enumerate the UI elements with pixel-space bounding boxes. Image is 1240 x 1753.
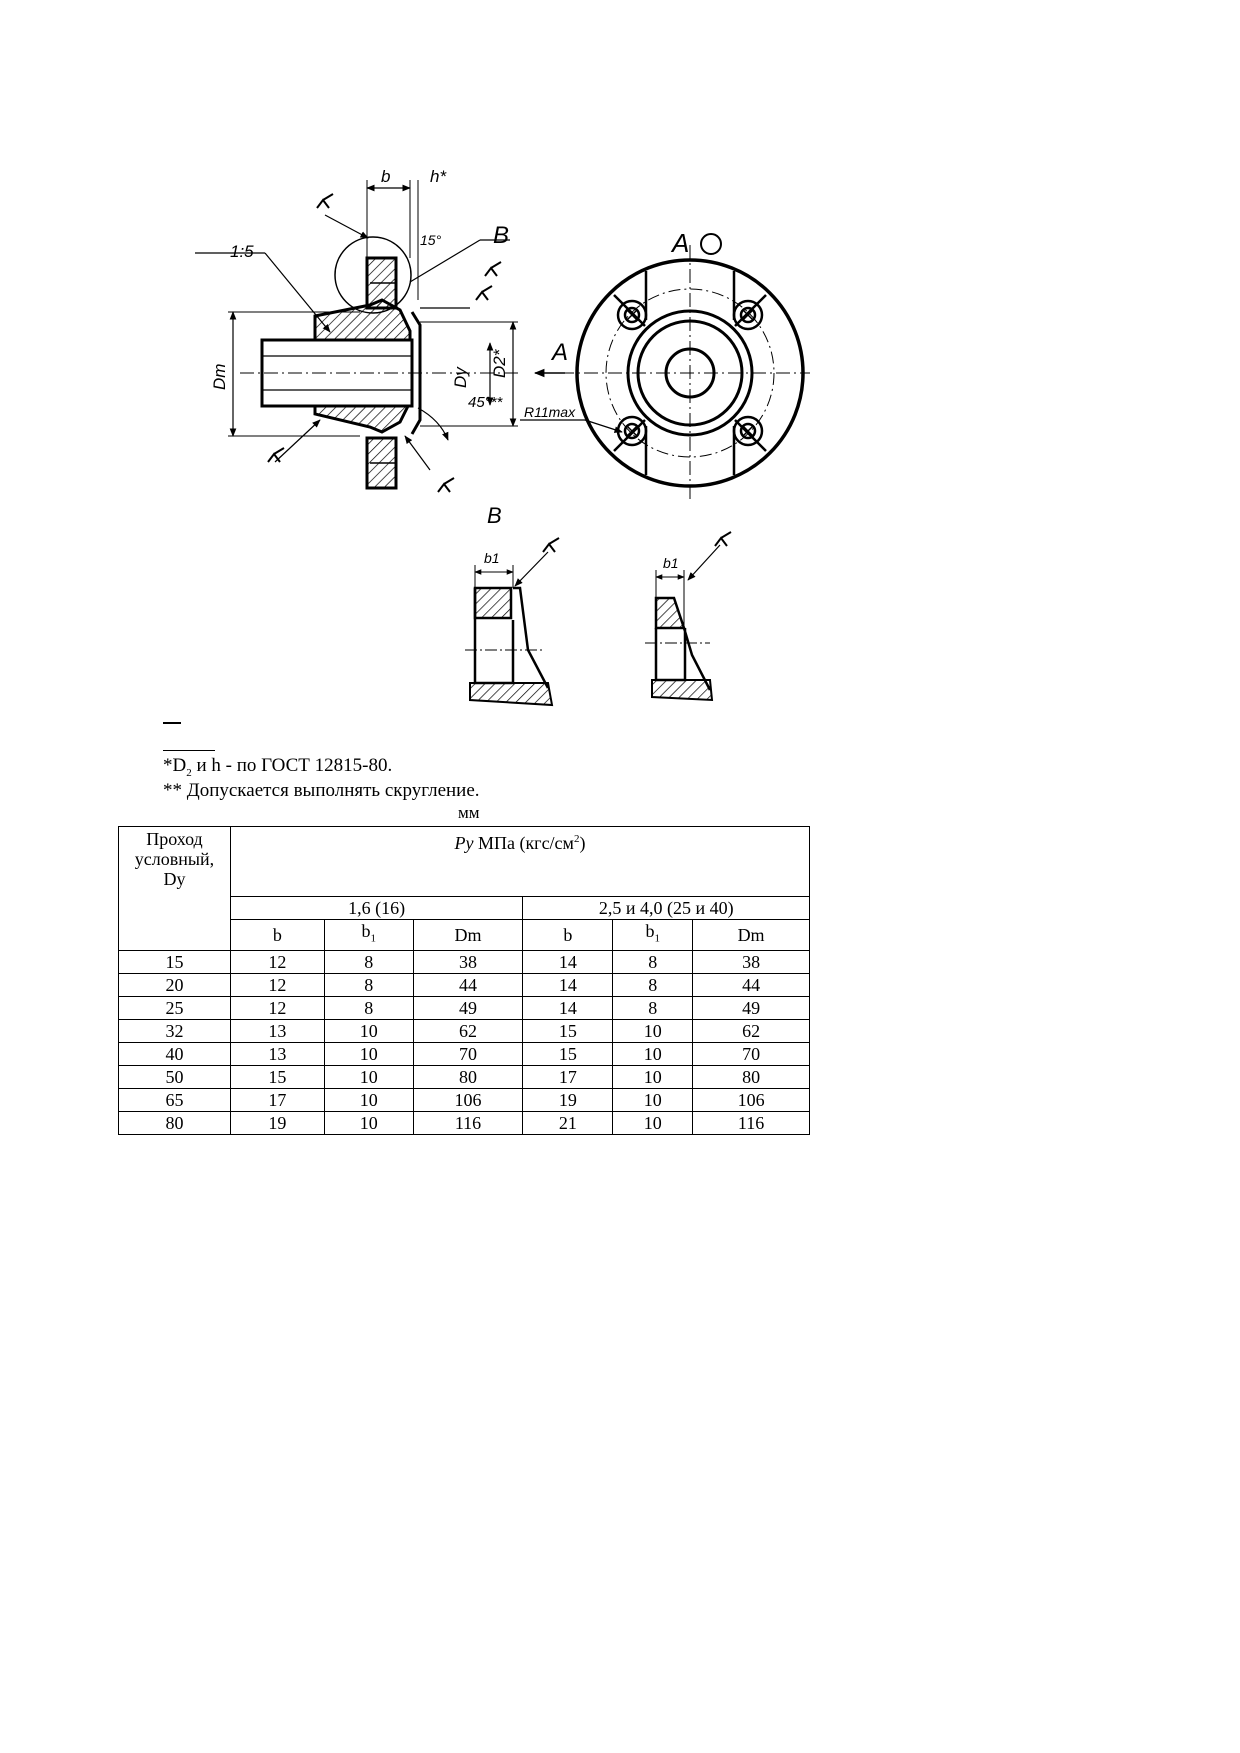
flange-technical-drawing — [150, 150, 810, 710]
table-cell: 10 — [324, 1065, 413, 1088]
table-cell: 62 — [413, 1019, 523, 1042]
table-cell: 49 — [413, 996, 523, 1019]
label-taper: 1:5 — [230, 242, 254, 261]
detail-b-right — [645, 532, 731, 700]
footnote-1: $*D_2$ и h - по ГОСТ 12815-80. — [163, 755, 393, 779]
footnote-rule — [163, 750, 215, 751]
table-cell: 62 — [693, 1019, 810, 1042]
table-cell: 50 — [119, 1065, 231, 1088]
dimensions-table — [118, 826, 810, 1135]
table-cell: 14 — [523, 973, 613, 996]
table-cell: 80 — [413, 1065, 523, 1088]
table-cell: 10 — [324, 1042, 413, 1065]
label-b: b — [381, 167, 391, 186]
table-row — [119, 1042, 810, 1065]
table-row — [119, 1019, 810, 1042]
table-row — [119, 996, 810, 1019]
table-cell: 12 — [230, 996, 324, 1019]
table-cell: 14 — [523, 996, 613, 1019]
label-b1-left: b1 — [484, 550, 500, 566]
table-row — [119, 1088, 810, 1111]
header-group-1: 1,6 (16) — [230, 897, 522, 920]
sub-header-dm: Dm — [693, 920, 810, 951]
table-cell: 19 — [523, 1088, 613, 1111]
table-cell: 44 — [693, 973, 810, 996]
flange-section-view — [195, 180, 622, 488]
label-detail-b: B — [487, 503, 502, 528]
label-h: h* — [430, 167, 447, 186]
label-dy: Dy — [451, 367, 470, 388]
table-cell: 8 — [613, 950, 693, 973]
label-angle15: 15° — [420, 232, 442, 248]
table-cell: 116 — [413, 1111, 523, 1134]
table-cell: 15 — [230, 1065, 324, 1088]
table-cell: 13 — [230, 1019, 324, 1042]
label-d2: D2* — [490, 349, 509, 378]
table-cell: 8 — [324, 996, 413, 1019]
table-cell: 19 — [230, 1111, 324, 1134]
sub-header-b1: $b_1$ — [324, 920, 413, 951]
table-cell: 14 — [523, 950, 613, 973]
table-cell: 21 — [523, 1111, 613, 1134]
sub-header-b: b — [230, 920, 324, 951]
table-cell: 8 — [613, 973, 693, 996]
table-cell: 17 — [523, 1065, 613, 1088]
table-cell: 20 — [119, 973, 231, 996]
label-r11: R11max — [524, 404, 576, 420]
table-row — [119, 1065, 810, 1088]
table-cell: 13 — [230, 1042, 324, 1065]
table-cell: 10 — [613, 1019, 693, 1042]
table-cell: 44 — [413, 973, 523, 996]
table-cell: 70 — [693, 1042, 810, 1065]
label-view-a: A — [672, 228, 690, 258]
units-label: мм — [458, 803, 480, 822]
sub-header-b: b — [523, 920, 613, 951]
table-cell: 32 — [119, 1019, 231, 1042]
table-cell: 38 — [413, 950, 523, 973]
separator-dash — [163, 722, 181, 724]
label-b1-right: b1 — [663, 555, 679, 571]
table-cell: 15 — [523, 1042, 613, 1065]
label-view-a-arrow: A — [552, 339, 569, 366]
table-cell: 17 — [230, 1088, 324, 1111]
table-cell: 80 — [119, 1111, 231, 1134]
header-group-2: 2,5 и 4,0 (25 и 40) — [523, 897, 810, 920]
table-cell: 15 — [119, 950, 231, 973]
table-cell: 40 — [119, 1042, 231, 1065]
table-cell: 10 — [613, 1065, 693, 1088]
table-cell: 15 — [523, 1019, 613, 1042]
table-cell: 10 — [613, 1042, 693, 1065]
table-row — [119, 950, 810, 973]
sub-header-dm: Dm — [413, 920, 523, 951]
header-pressure: Py МПа $(кгс/см^2)$ — [230, 827, 809, 897]
table-cell: 116 — [693, 1111, 810, 1134]
table-body — [119, 950, 810, 1134]
flange-front-view — [560, 234, 810, 500]
table-cell: 10 — [613, 1088, 693, 1111]
label-angle45: 45°** — [468, 394, 503, 411]
footnote-2: ** Допускается выполнять скругление. — [163, 780, 480, 801]
table-cell: 10 — [613, 1111, 693, 1134]
table-cell: 10 — [324, 1111, 413, 1134]
table-row — [119, 1111, 810, 1134]
table-cell: 80 — [693, 1065, 810, 1088]
table-row — [119, 973, 810, 996]
table-cell: 38 — [693, 950, 810, 973]
table-cell: 65 — [119, 1088, 231, 1111]
header-dy: Проход условный, Dy — [119, 827, 231, 951]
sub-header-b1: $b_1$ — [613, 920, 693, 951]
label-dm: Dm — [210, 363, 229, 390]
table-cell: 8 — [324, 973, 413, 996]
table-cell: 106 — [693, 1088, 810, 1111]
table-cell: 70 — [413, 1042, 523, 1065]
table-cell: 10 — [324, 1019, 413, 1042]
label-view-b: B — [493, 222, 510, 249]
table-cell: 49 — [693, 996, 810, 1019]
table-cell: 12 — [230, 950, 324, 973]
detail-b-left — [465, 538, 559, 705]
table-cell: 10 — [324, 1088, 413, 1111]
table-cell: 8 — [324, 950, 413, 973]
table-cell: 106 — [413, 1088, 523, 1111]
table-cell: 8 — [613, 996, 693, 1019]
table-cell: 12 — [230, 973, 324, 996]
table-cell: 25 — [119, 996, 231, 1019]
